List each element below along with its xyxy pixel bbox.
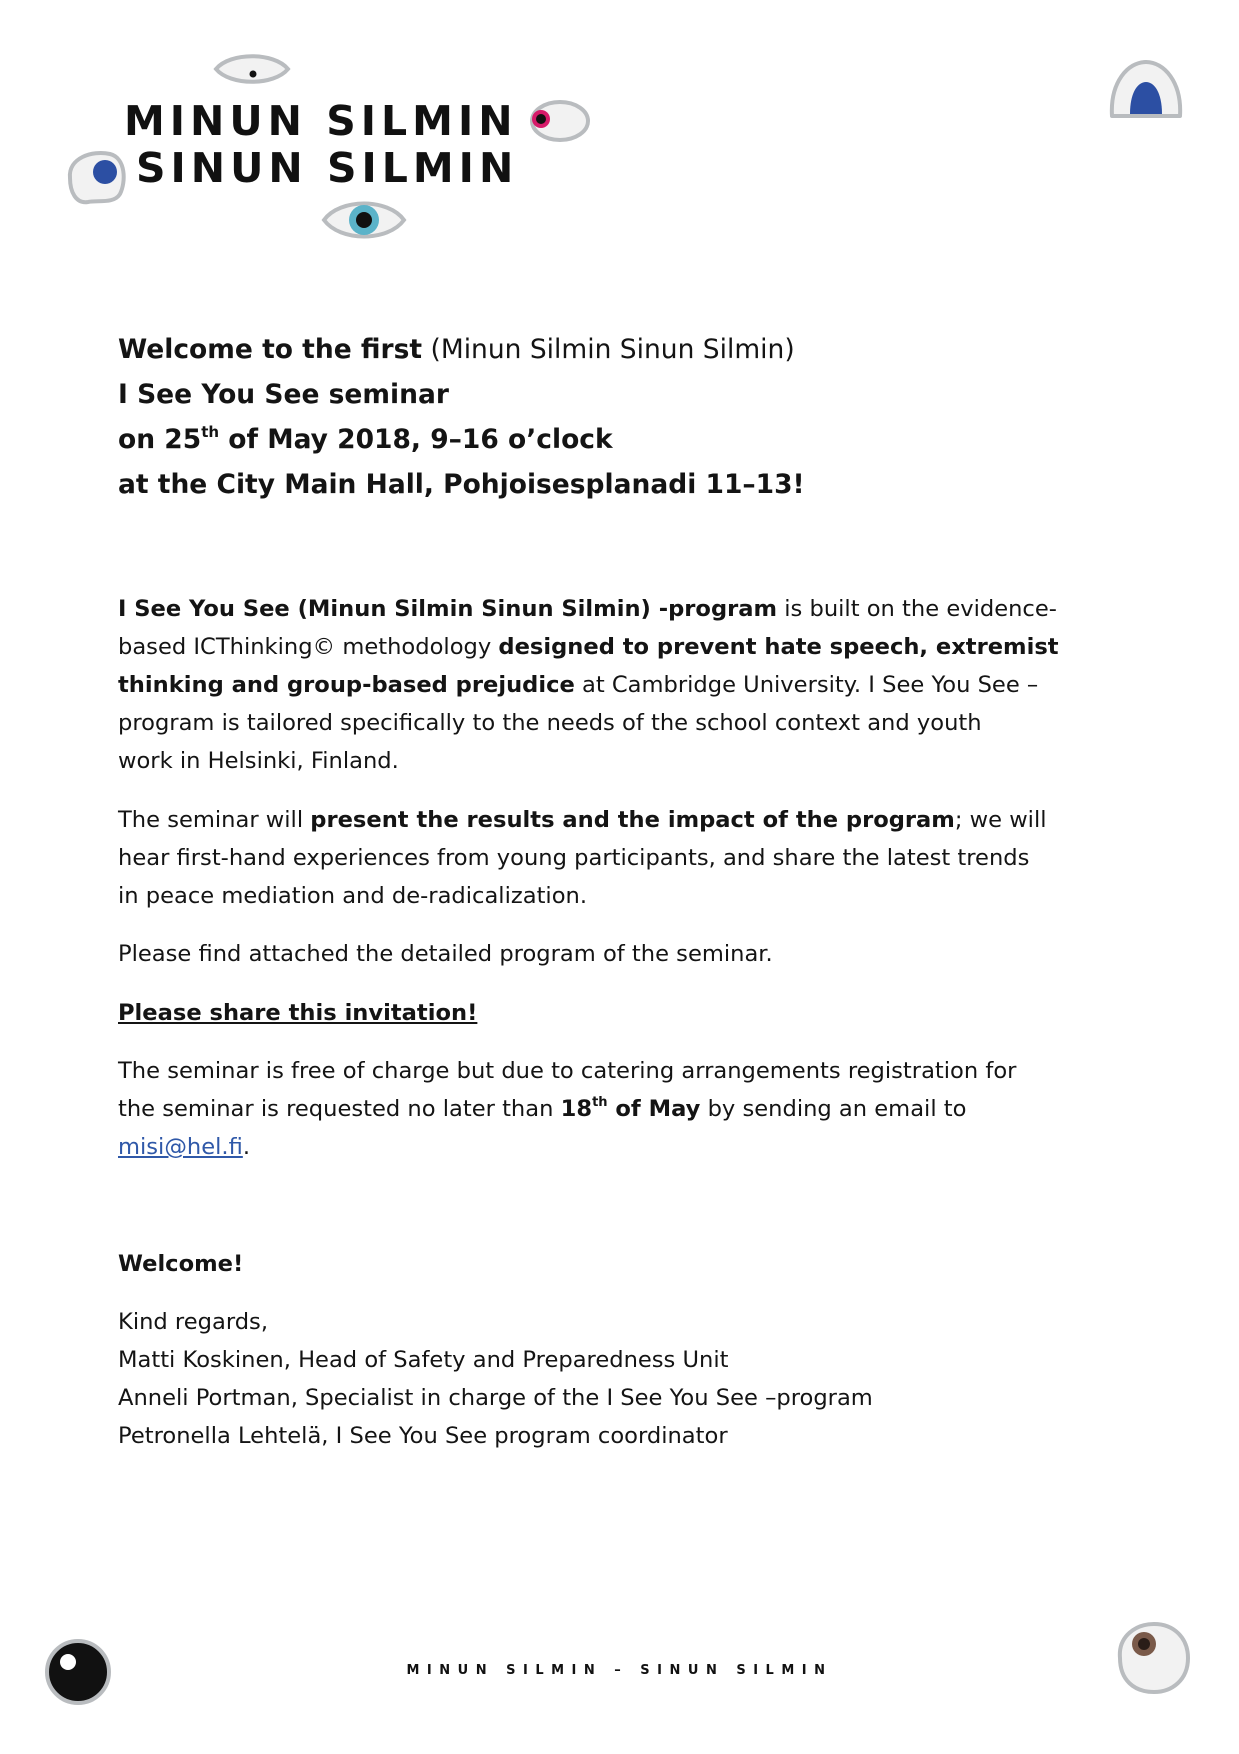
intro-paragraph: I See You See (Minun Silmin Sinun Silmin) -program is built on the evidence- based ICThinking© methodology designed to prevent hate speech, extremist thinking and group-based prejudice at Cambridge University. I See You See – program is tailored specifically to the needs of the school context and youth work in Helsinki, Finland. [118, 596, 1059, 774]
heading-line-3: on 25th of May 2018, 9–16 o’clock [118, 423, 613, 455]
eye-icon-arch [1106, 56, 1186, 122]
eye-icon-pink [526, 97, 592, 145]
registration-paragraph: The seminar is free of charge but due to catering arrangements registration for the seminar is requested no later than 18th of May by sending an email to misi@hel.fi. [118, 1058, 1017, 1160]
heading-line-1: Welcome to the first (Minun Silmin Sinun Silmin) [118, 334, 795, 365]
results-paragraph: The seminar will present the results and the impact of the program; we will hear first-hand experiences from young participants, and share the latest trends in peace mediation and de-radicalization. [118, 807, 1047, 909]
eye-icon-brown [1112, 1618, 1194, 1696]
signoff: Kind regards, Matti Koskinen, Head of Safety and Preparedness Unit Anneli Portman, Specialist in charge of the I See You See –program Petronella Lehtelä, I See You See program coordinator [118, 1309, 873, 1449]
heading-line-4: at the City Main Hall, Pohjoisesplanadi 11–13! [118, 469, 805, 500]
eye-icon-blue [62, 144, 130, 208]
heading-line-2: I See You See seminar [118, 379, 449, 410]
share-invitation: Please share this invitation! [118, 1000, 478, 1026]
eye-icon-top [212, 48, 292, 90]
welcome-text: Welcome! [118, 1251, 244, 1277]
eye-icon-teal [320, 194, 408, 248]
email-link[interactable]: misi@hel.fi [118, 1134, 243, 1160]
invitation-heading [118, 327, 805, 507]
footer-brand: MINUN SILMIN – SINUN SILMIN [406, 1663, 833, 1678]
logo-line-2: SINUN SILMIN [136, 144, 519, 192]
logo-line-1: MINUN SILMIN [124, 97, 518, 145]
attached-note: Please find attached the detailed program of the seminar. [118, 941, 773, 967]
